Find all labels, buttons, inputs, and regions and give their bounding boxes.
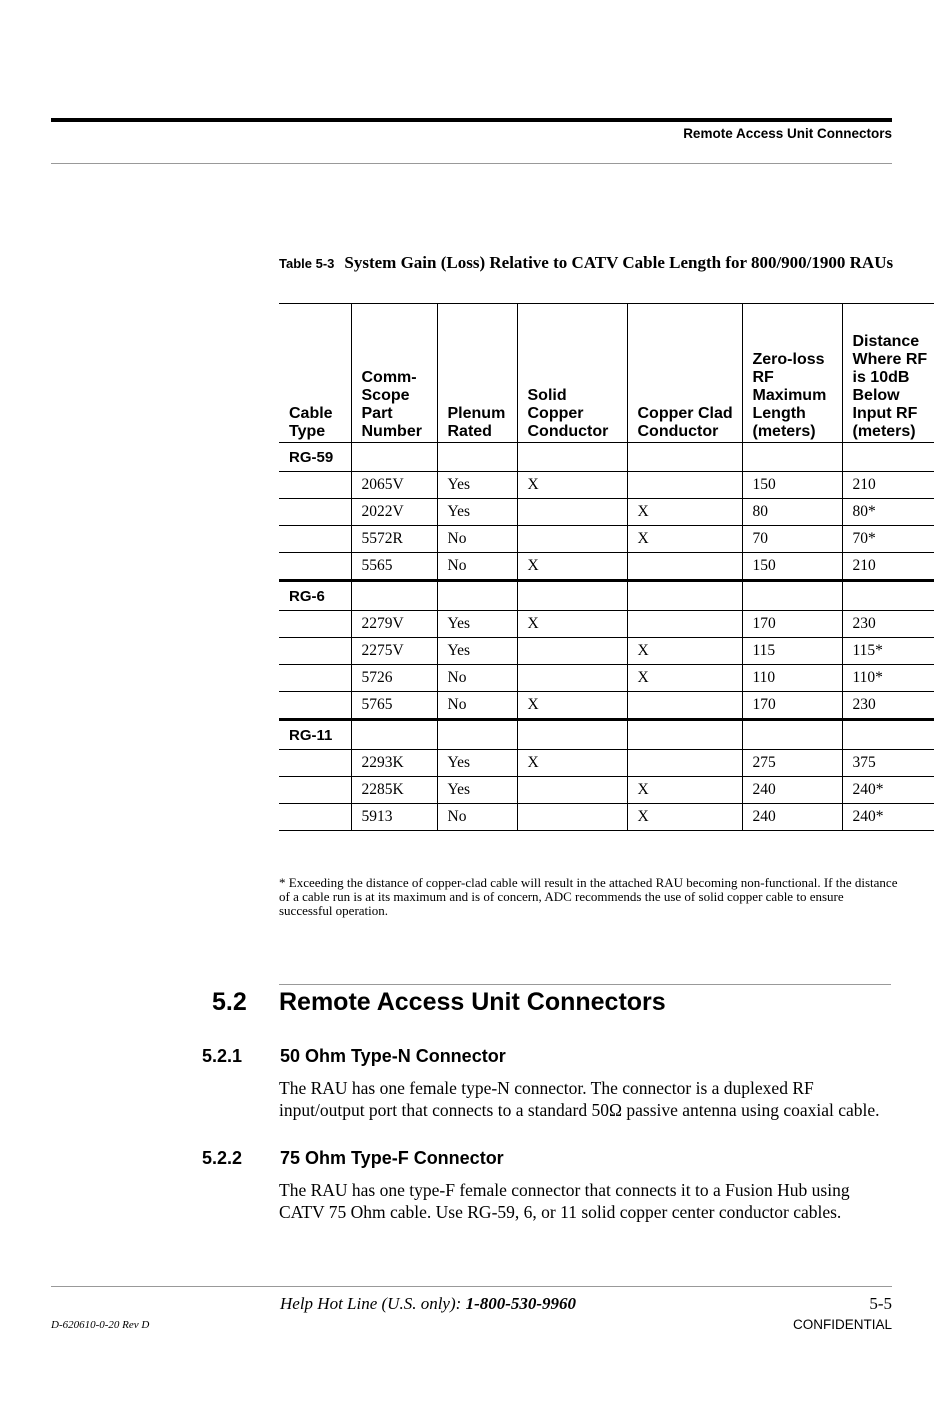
cable-length-table [279,303,934,831]
col-header-solid-copper: Solid Copper Conductor [517,304,627,443]
table-row [279,804,934,831]
table-cell: 170 [742,611,842,638]
table-row [279,638,934,665]
table-cell: 2022V [351,499,437,526]
table-cell [742,720,842,750]
table-cell [627,553,742,581]
table-cell [517,638,627,665]
table-cell [279,499,351,526]
section-divider [279,984,891,985]
table-cell [517,665,627,692]
table-cell: 2275V [351,638,437,665]
table-cell: 150 [742,553,842,581]
table-cell [517,777,627,804]
table-cell [517,720,627,750]
table-cell [279,553,351,581]
table-row [279,553,934,581]
table-cell [517,804,627,831]
table-cell [627,720,742,750]
table-row [279,472,934,499]
table-cell: 2293K [351,750,437,777]
table-cell: 115* [842,638,934,665]
table-cell [517,443,627,472]
table-row [279,665,934,692]
table-cell [279,804,351,831]
header-rule [51,118,892,122]
col-header-10db-distance: Distance Where RF is 10dB Below Input RF (meters) [842,304,934,443]
page-number: 5-5 [869,1294,892,1313]
table-cell: X [627,665,742,692]
subsection-paragraph: The RAU has one female type-N connector. The connector is a duplexed RF input/output port that connects to a standard 50Ω passive antenna using coaxial cable. [279,1078,880,1120]
table-row [279,526,934,553]
table-cell [742,443,842,472]
table-cell: 240 [742,777,842,804]
table-cell: 2065V [351,472,437,499]
table-cell: 240* [842,804,934,831]
table-cell: X [517,472,627,499]
table-cell [279,777,351,804]
subsection-number: 5.2.2 [202,1148,243,1168]
table-number: Table 5-3 [279,256,335,271]
table-cell [627,611,742,638]
table-group-row [279,720,934,750]
section-number: 5.2 [212,988,247,1016]
help-hotline [280,1294,576,1314]
document-id: D-620610-0-20 Rev D [51,1319,150,1331]
table-cell [351,720,437,750]
table-title: System Gain (Loss) Relative to CATV Cable Length for 800/900/1900 RAUs [344,253,894,272]
table-cell: 240* [842,777,934,804]
table-cell: 5765 [351,692,437,720]
table-cell [279,750,351,777]
table-cell: Yes [437,499,517,526]
table-cell [627,472,742,499]
table-cell: 150 [742,472,842,499]
table-body [279,443,934,831]
table-cell [279,665,351,692]
table-cell: X [517,553,627,581]
table-cell: 5572R [351,526,437,553]
table-cell: 210 [842,553,934,581]
table-cell [279,611,351,638]
table-cell [842,720,934,750]
table-cell [517,581,627,611]
table-row [279,777,934,804]
table-cell: Yes [437,777,517,804]
table-cell: Yes [437,472,517,499]
table-cell [437,443,517,472]
table-cell [627,692,742,720]
table-cell: 230 [842,611,934,638]
cable-type-label: RG-59 [279,443,351,472]
table-cell [437,720,517,750]
confidential-label: CONFIDENTIAL [792,1317,892,1332]
table-cell: 2279V [351,611,437,638]
table-cell [351,581,437,611]
table-cell: 2285K [351,777,437,804]
table-cell [517,499,627,526]
table-cell [437,581,517,611]
table-cell [842,443,934,472]
table-cell: Yes [437,638,517,665]
table-cell: No [437,526,517,553]
subsection-paragraph: The RAU has one type-F female connector that connects it to a Fusion Hub using CATV 75 Ohm cable. Use RG-59, 6, or 11 solid copper center conductor cables. [279,1180,850,1222]
header-divider [51,163,892,164]
table-cell [279,692,351,720]
table-cell [627,750,742,777]
table-cell: 70 [742,526,842,553]
cable-type-label: RG-11 [279,720,351,750]
table-cell: Yes [437,750,517,777]
hotline-label: Help Hot Line (U.S. only): [280,1294,466,1313]
table-cell: X [627,499,742,526]
table-cell: X [627,638,742,665]
hotline-number: 1-800-530-9960 [465,1294,577,1313]
table-cell [351,443,437,472]
table-header-row [279,304,934,443]
table-cell: 110* [842,665,934,692]
table-cell [279,526,351,553]
footer-divider [51,1286,892,1287]
table-cell: 115 [742,638,842,665]
col-header-plenum-rated: Plenum Rated [437,304,517,443]
table-cell: X [517,750,627,777]
table-cell: 5726 [351,665,437,692]
col-header-copper-clad: Copper Clad Conductor [627,304,742,443]
table-row [279,692,934,720]
table-cell: No [437,804,517,831]
table-cell [279,638,351,665]
table-cell: X [517,611,627,638]
table-cell [627,443,742,472]
table-cell: 110 [742,665,842,692]
table-cell: 240 [742,804,842,831]
table-cell: 375 [842,750,934,777]
table-caption [279,253,919,273]
cable-type-label: RG-6 [279,581,351,611]
table-footnote: * Exceeding the distance of copper-clad cable will result in the attached RAU becoming non-functional. If the distance of a cable run is at its maximum and is of concern, ADC recommends the use of solid copper cable to ensure successful operation. [279,875,898,918]
subsection-title: 50 Ohm Type-N Connector [280,1046,506,1066]
table-cell: 80 [742,499,842,526]
table-cell [279,472,351,499]
table-cell [517,526,627,553]
table-row [279,750,934,777]
table-cell: X [627,777,742,804]
col-header-part-number: Comm-Scope Part Number [351,304,437,443]
table-cell: 275 [742,750,842,777]
col-header-zero-loss-length: Zero-loss RF Maximum Length (meters) [742,304,842,443]
table-cell: X [627,804,742,831]
table-row [279,611,934,638]
table-row [279,499,934,526]
table-cell [627,581,742,611]
table-cell: 210 [842,472,934,499]
table-cell: 80* [842,499,934,526]
table-group-row [279,581,934,611]
table-cell: No [437,665,517,692]
table-cell: 70* [842,526,934,553]
table-cell: 5913 [351,804,437,831]
table-cell: 230 [842,692,934,720]
table-cell: No [437,692,517,720]
table-cell: X [627,526,742,553]
table-cell [742,581,842,611]
table-cell: 170 [742,692,842,720]
table-cell: 5565 [351,553,437,581]
subsection-number: 5.2.1 [202,1046,243,1066]
subsection-title: 75 Ohm Type-F Connector [280,1148,504,1168]
section-title: Remote Access Unit Connectors [279,988,666,1016]
table-cell [842,581,934,611]
table-group-row [279,443,934,472]
col-header-cable-type: Cable Type [279,304,351,443]
table-cell: Yes [437,611,517,638]
table-cell: X [517,692,627,720]
running-header: Remote Access Unit Connectors [683,126,892,141]
table-cell: No [437,553,517,581]
